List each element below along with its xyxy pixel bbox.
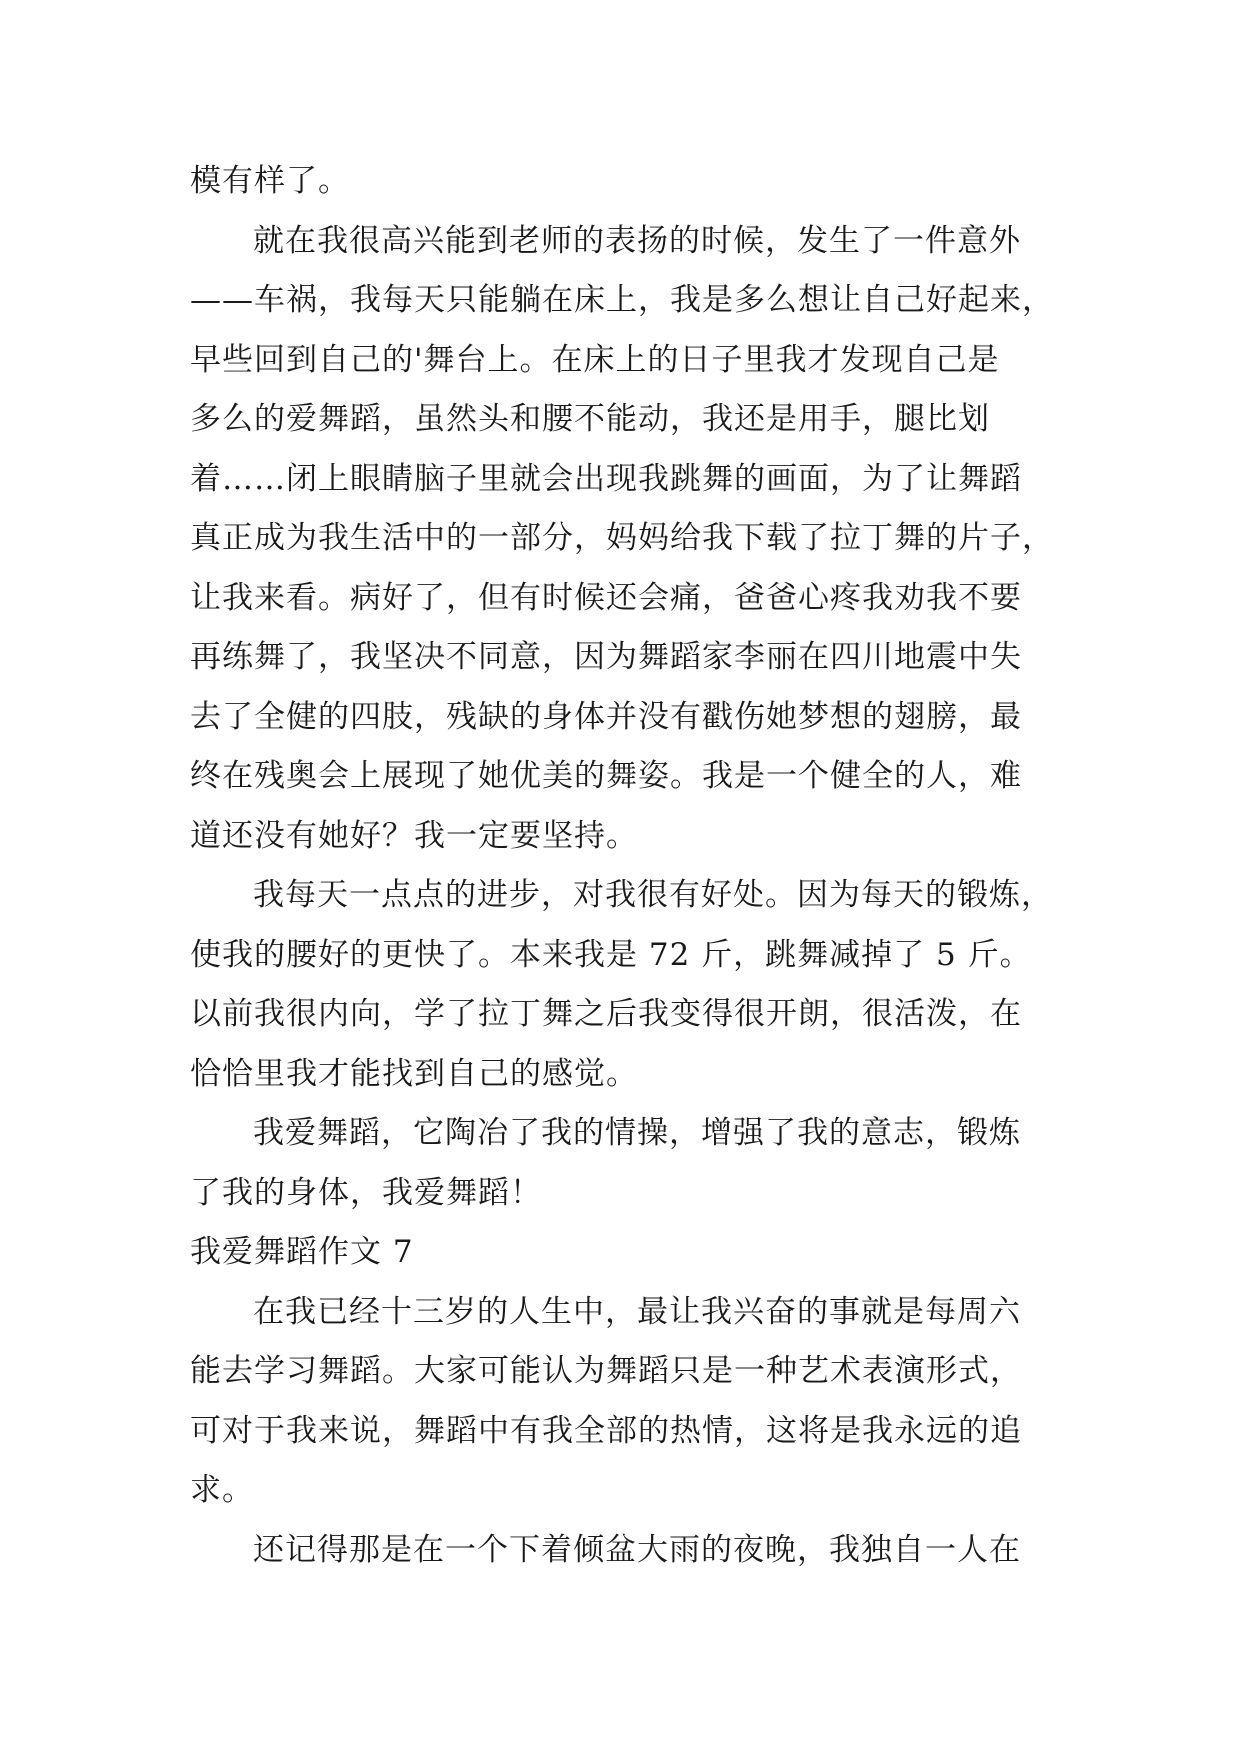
text-line: 早些回到自己的'舞台上。在床上的日子里我才发现自己是 bbox=[190, 341, 1000, 378]
text-line: 了我的身体，我爱舞蹈！ bbox=[190, 1174, 542, 1211]
text-line: 多么的爱舞蹈，虽然头和腰不能动，我还是用手，腿比划 bbox=[190, 401, 990, 437]
text-line: 再练舞了，我坚决不同意，因为舞蹈家李丽在四川地震中失 bbox=[190, 639, 1022, 675]
text-line: 我每天一点点的进步，对我很有好处。因为每天的锻炼， bbox=[253, 877, 1053, 913]
text-line: 我爱舞蹈作文 7 bbox=[190, 1234, 414, 1270]
text-line: 在我已经十三岁的人生中，最让我兴奋的事就是每周六 bbox=[253, 1293, 1021, 1330]
text-line: 求。 bbox=[190, 1472, 254, 1508]
text-line: 模有样了。 bbox=[190, 163, 350, 199]
text-line: 让我来看。病好了，但有时候还会痛，爸爸心疼我劝我不要 bbox=[190, 579, 1022, 616]
text-line: 着……闭上眼睛脑子里就会出现我跳舞的画面，为了让舞蹈 bbox=[190, 460, 1022, 497]
text-line: 道还没有她好？我一定要坚持。 bbox=[190, 817, 638, 854]
text-line: 我爱舞蹈，它陶冶了我的情操，增强了我的意志，锻炼 bbox=[253, 1115, 1021, 1151]
text-line: 就在我很高兴能到老师的表扬的时候，发生了一件意外 bbox=[253, 222, 1021, 259]
text-line: 使我的腰好的更快了。本来我是 72 斤，跳舞减掉了 5 斤。 bbox=[190, 936, 1032, 973]
text-line: 恰恰里我才能找到自己的感觉。 bbox=[190, 1055, 638, 1092]
text-line: ——车祸，我每天只能躺在床上，我是多么想让自己好起来， bbox=[190, 282, 1054, 318]
text-line: 去了全健的四肢，残缺的身体并没有戳伤她梦想的翅膀，最 bbox=[190, 698, 1022, 735]
text-line: 可对于我来说，舞蹈中有我全部的热情，这将是我永远的追 bbox=[190, 1412, 1022, 1449]
text-line: 能去学习舞蹈。大家可能认为舞蹈只是一种艺术表演形式， bbox=[190, 1353, 1022, 1389]
text-line: 终在残奥会上展现了她优美的舞姿。我是一个健全的人，难 bbox=[190, 758, 1022, 794]
text-line: 还记得那是在一个下着倾盆大雨的夜晚，我独自一人在 bbox=[253, 1531, 1021, 1568]
text-line: 真正成为我生活中的一部分，妈妈给我下载了拉丁舞的片子， bbox=[190, 520, 1054, 556]
text-line: 以前我很内向，学了拉丁舞之后我变得很开朗，很活泼，在 bbox=[190, 996, 1022, 1032]
document-body bbox=[190, 152, 1054, 1580]
